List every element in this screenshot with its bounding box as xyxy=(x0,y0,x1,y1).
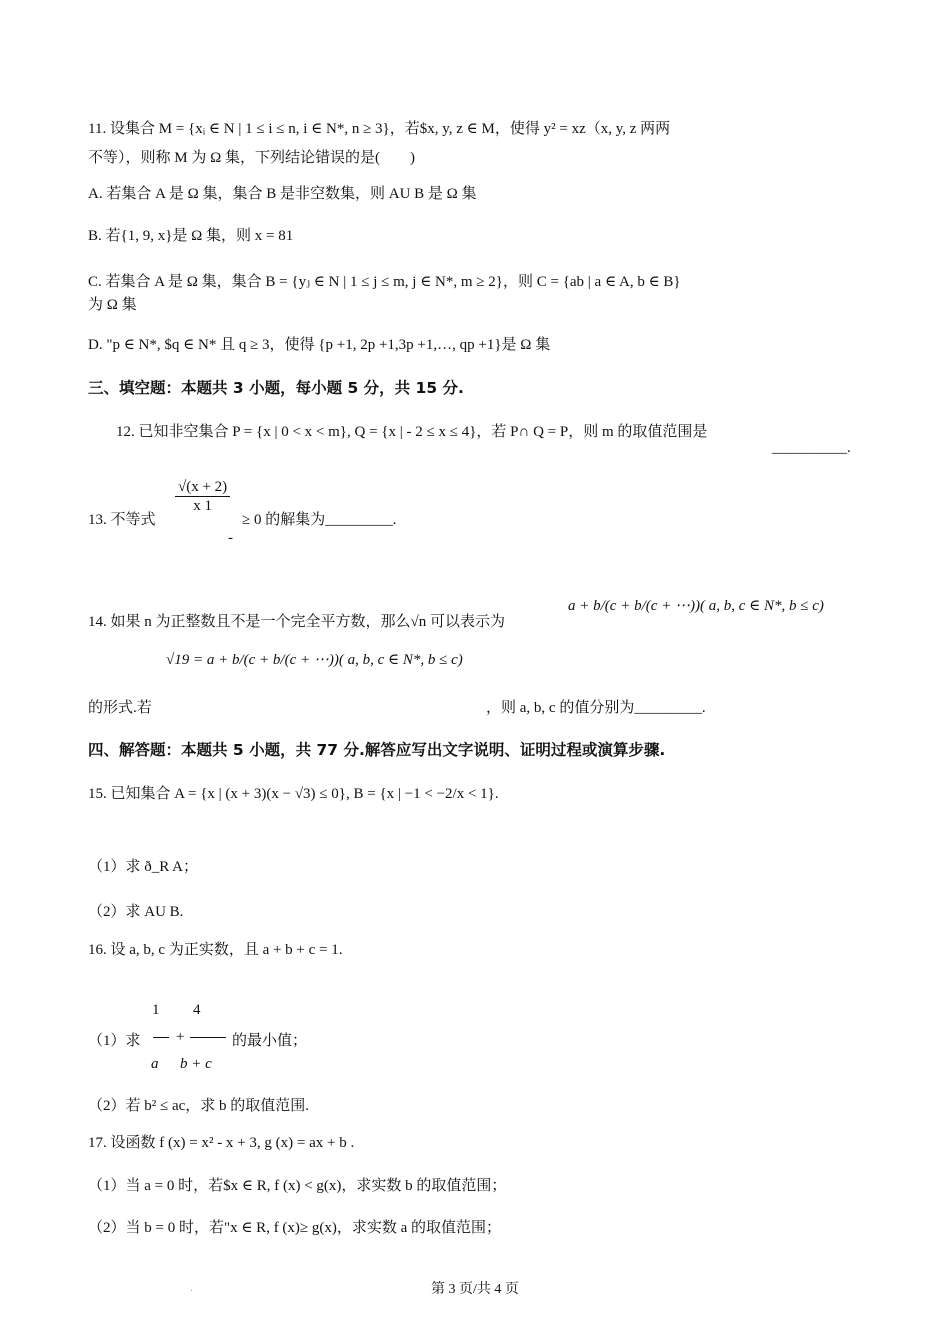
q11-option-d: D. "p ∈ N*, $q ∈ N* 且 q ≥ 3，使得 {p +1, 2p +1,3p +1,…, qp +1}是 Ω 集 xyxy=(88,337,551,353)
q11-option-b: B. 若{1, 9, x}是 Ω 集，则 x = 81 xyxy=(88,228,294,244)
footer-dot: · xyxy=(190,1286,194,1297)
q17-stem: 17. 设函数 f (x) = x² - x + 3, g (x) = ax + b . xyxy=(88,1135,355,1151)
section-3-heading: 三、填空题：本题共 3 小题，每小题 5 分，共 15 分. xyxy=(88,379,464,397)
q14-line2-prefix: 的形式.若 xyxy=(88,700,152,716)
q16-numerator-1: 1 xyxy=(152,1002,160,1018)
q11-option-a: A. 若集合 A 是 Ω 集，集合 B 是非空数集，则 AU B 是 Ω 集 xyxy=(88,186,477,202)
q13-fraction xyxy=(172,478,233,515)
q14-line2-suffix: ，则 a, b, c 的值分别为_________. xyxy=(486,700,706,716)
q17-part1: （1）当 a = 0 时，若$x ∈ R, f (x) < g(x)，求实数 b 的取值范围； xyxy=(88,1178,507,1194)
q11-option-c-line1: C. 若集合 A 是 Ω 集，集合 B = {yⱼ ∈ N | 1 ≤ j ≤ m, j ∈ N*, m ≥ 2}，则 C = {ab | a ∈ A, b ∈ B} xyxy=(88,274,681,290)
page-footer: 第 3 页/共 4 页 xyxy=(431,1282,519,1297)
q13-numerator: √(x + 2) xyxy=(175,478,230,497)
q13-denominator: x 1 xyxy=(193,498,212,514)
q13-minus-sign: - xyxy=(228,530,233,546)
q16-denominator-2: b + c xyxy=(180,1056,212,1072)
q16-part2: （2）若 b² ≤ ac，求 b 的取值范围. xyxy=(88,1098,310,1114)
q14-continued-fraction-general: a + b/(c + b/(c + ⋯))( a, b, c ∈ N*, b ≤ c) xyxy=(568,598,824,614)
q13-suffix: ≥ 0 的解集为_________. xyxy=(242,512,397,528)
q16-denominator-1: a xyxy=(151,1056,159,1072)
q16-part1-prefix: （1）求 xyxy=(88,1033,141,1049)
q17-part2: （2）当 b = 0 时，若"x ∈ R, f (x)≥ g(x)，求实数 a 的取值范围； xyxy=(88,1220,502,1236)
q16-stem: 16. 设 a, b, c 为正实数，且 a + b + c = 1. xyxy=(88,942,343,958)
q14-continued-fraction-sqrt19: √19 = a + b/(c + b/(c + ⋯))( a, b, c ∈ N*, b ≤ c) xyxy=(166,652,463,668)
q16-numerator-2: 4 xyxy=(193,1002,201,1018)
q12-stem: 12. 已知非空集合 P = {x | 0 < x < m}, Q = {x | - 2 ≤ x ≤ 4}，若 P∩ Q = P，则 m 的取值范围是 xyxy=(116,424,708,440)
q15-part1: （1）求 ð_R A； xyxy=(88,859,199,875)
q15-stem: 15. 已知集合 A = {x | (x + 3)(x − √3) ≤ 0}, B = {x | −1 < −2/x < 1}. xyxy=(88,786,499,802)
section-4-heading: 四、解答题：本题共 5 小题，共 77 分.解答应写出文字说明、证明过程或演算步骤. xyxy=(88,741,666,759)
q14-stem: 14. 如果 n 为正整数且不是一个完全平方数，那么√n 可以表示为 xyxy=(88,614,505,630)
q11-stem-line1: 11. 设集合 M = {xᵢ ∈ N | 1 ≤ i ≤ n, i ∈ N*, n ≥ 3}，若$x, y, z ∈ M，使得 y² = xz（x, y, z 两两 xyxy=(88,121,671,137)
q16-plus: + xyxy=(176,1029,185,1045)
q16-part1-suffix: 的最小值； xyxy=(232,1033,308,1049)
q11-stem-line2: 不等），则称 M 为 Ω 集，下列结论错误的是( ) xyxy=(88,150,415,166)
q16-fraction-bar-1 xyxy=(153,1037,169,1038)
q12-blank: __________. xyxy=(772,440,851,456)
q13-prefix: 13. 不等式 xyxy=(88,512,156,528)
q11-option-c-line2: 为 Ω 集 xyxy=(88,297,137,313)
q16-fraction-bar-2 xyxy=(190,1037,226,1038)
q15-part2: （2）求 AU B. xyxy=(88,904,184,920)
